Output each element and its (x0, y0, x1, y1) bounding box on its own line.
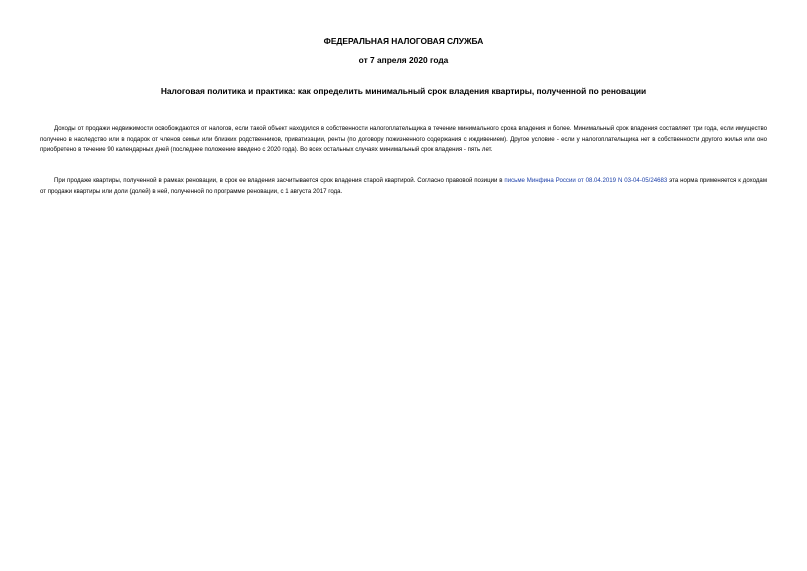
paragraph-1: Доходы от продажи недвижимости освобождаются от налогов, если такой объект находился в собственности налогоплательщика в течение минимального срока владения и более. Минимальный срок владения составляет три года, если имущество получено в наследство или в подарок от членов семьи или близких родственников, приватизации, ренты (по договору пожизненного содержания с иждивением). Другое условие - если у налогоплательщика нет в собственности другого жилья или оно приобретено в течение 90 календарных дней (последнее положение введено с 2020 года). Во всех остальных случаях минимальный срок владения - пять лет. (40, 125, 767, 153)
paragraph-2 (40, 176, 767, 197)
paragraph-2-text-before: При продаже квартиры, полученной в рамках реновации, в срок ее владения засчитывается срок владения старой квартирой. Согласно правовой позиции в (54, 177, 505, 184)
minfin-letter-link[interactable]: письме Минфина России от 08.04.2019 N 03-04-05/24683 (504, 177, 668, 184)
document-date: от 7 апреля 2020 года (358, 55, 449, 65)
paragraph-2-text-after: эта норма применяется к доходам от продажи квартиры или доли (долей) в ней, полученной по программе реновации, с 1 августа 2017 года. (40, 177, 768, 195)
organization-title: ФЕДЕРАЛЬНАЯ НАЛОГОВАЯ СЛУЖБА (323, 36, 484, 46)
document-heading: Налоговая политика и практика: как определить минимальный срок владения квартиры, полученной по реновации (160, 86, 647, 96)
